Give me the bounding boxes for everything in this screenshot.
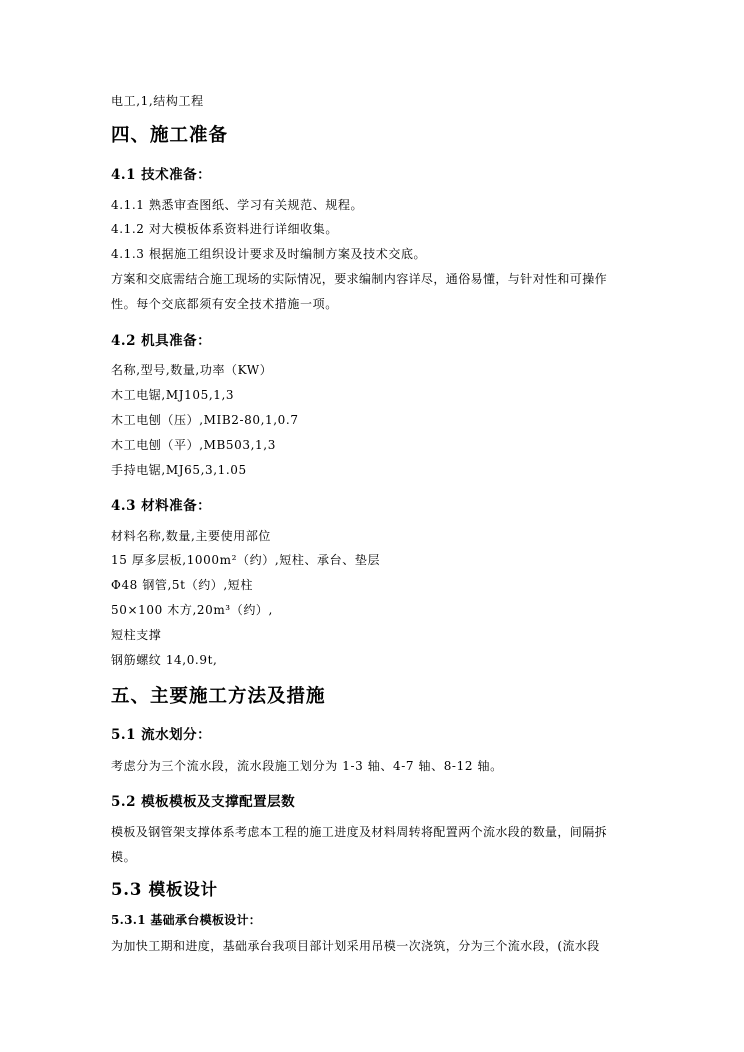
table-row: 钢筋螺纹 14,0.9t, (111, 653, 218, 667)
table-row: 短柱支撑 (111, 628, 162, 642)
paragraph-line: 为加快工期和进度，基础承台我项目部计划采用吊模一次浇筑，分为三个流水段，(流水段 (111, 939, 600, 953)
text-line: 电工,1,结构工程 (111, 94, 204, 108)
table-row: 木工电锯,MJ105,1,3 (111, 388, 235, 402)
subsection-heading: 4.2 机具准备： (111, 333, 212, 349)
subsection-heading: 4.1 技术准备： (111, 167, 212, 183)
paragraph-line: 方案和交底需结合施工现场的实际情况，要求编制内容详尽，通俗易懂，与针对性和可操作 (111, 272, 608, 286)
table-row: 木工电刨（平）,MB503,1,3 (111, 438, 276, 452)
table-row: Φ48 钢管,5t（约）,短柱 (111, 578, 254, 592)
text-line: 4.1.1 熟悉审查图纸、学习有关规范、规程。 (111, 198, 364, 212)
subsection-heading: 5.3 模板设计 (111, 880, 218, 899)
subsection-heading: 5.2 模板模板及支撑配置层数 (111, 794, 296, 810)
subsection-heading: 5.1 流水划分： (111, 727, 212, 743)
section-heading: 四、施工准备 (111, 125, 229, 146)
paragraph-line: 模板及钢管架支撑体系考虑本工程的施工进度及材料周转将配置两个流水段的数量，间隔拆 (111, 825, 608, 839)
table-row: 50×100 木方,20m³（约）, (111, 603, 273, 617)
text-line: 考虑分为三个流水段，流水段施工划分为 1-3 轴、4-7 轴、8-12 轴。 (111, 759, 503, 773)
text-line: 4.1.2 对大模板体系资料进行详细收集。 (111, 222, 338, 236)
paragraph-line: 模。 (111, 850, 137, 864)
table-row: 手持电锯,MJ65,3,1.05 (111, 463, 247, 477)
section-heading: 五、主要施工方法及措施 (111, 686, 326, 707)
paragraph-line: 性。每个交底都须有安全技术措施一项。 (111, 297, 338, 311)
text-line: 4.1.3 根据施工组织设计要求及时编制方案及技术交底。 (111, 247, 427, 261)
subsection-heading: 4.3 材料准备： (111, 498, 212, 514)
minor-heading: 5.3.1 基础承台模板设计： (111, 913, 262, 927)
table-header-line: 材料名称,数量,主要使用部位 (111, 529, 272, 543)
table-row: 木工电刨（压）,MIB2-80,1,0.7 (111, 413, 299, 427)
table-header-line: 名称,型号,数量,功率（KW） (111, 363, 273, 377)
table-row: 15 厚多层板,1000m²（约）,短柱、承台、垫层 (111, 553, 381, 567)
